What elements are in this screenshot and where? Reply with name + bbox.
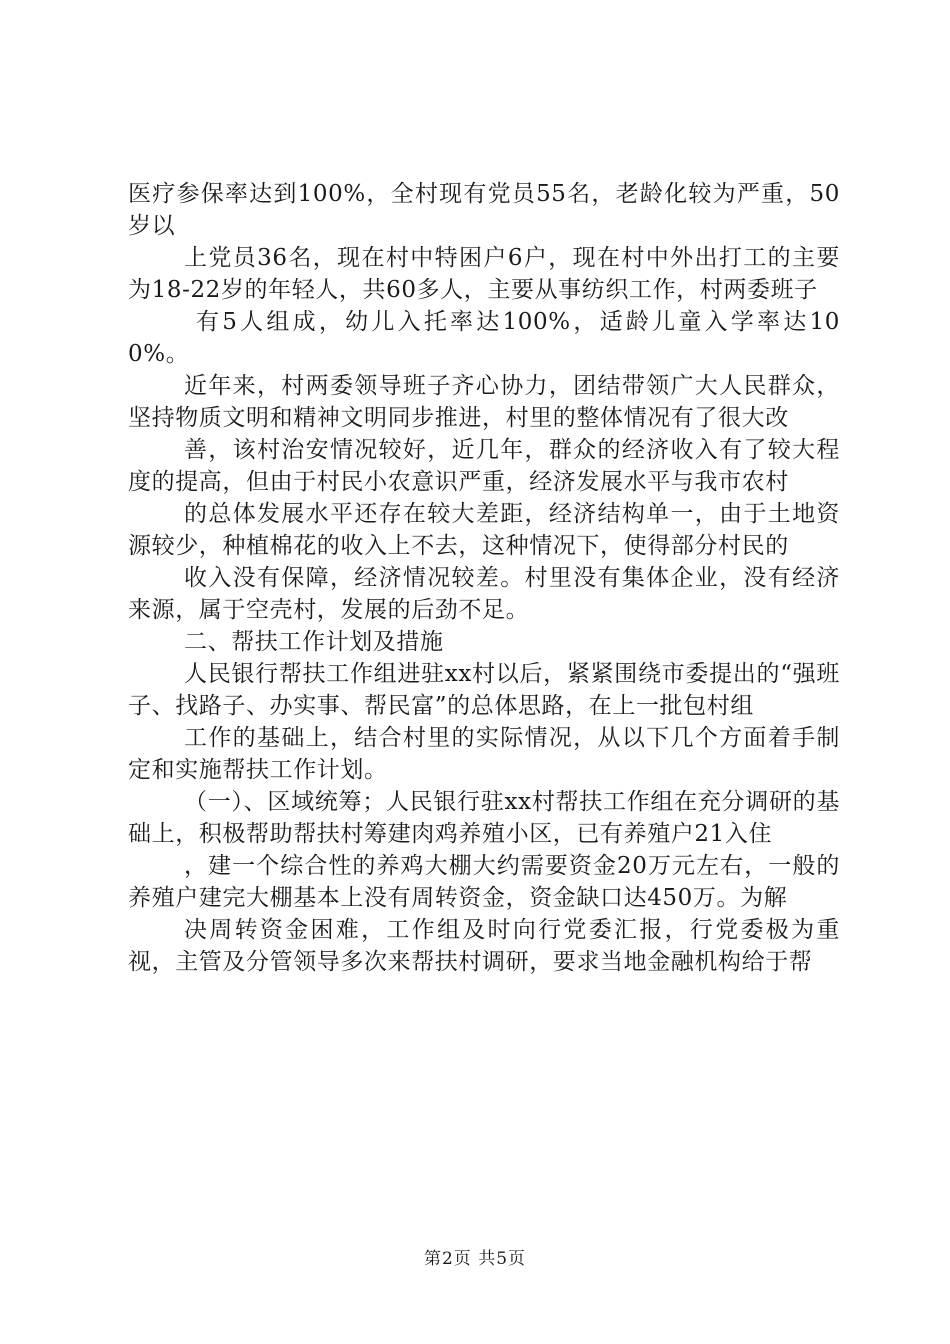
paragraph-7: 收入没有保障，经济情况较差。村里没有集体企业，没有经济来源，属于空壳村，发展的后劲不足。 [128, 565, 840, 623]
document-body [128, 178, 840, 978]
paragraph-10: （一）、区域统筹；人民银行驻xx村帮扶工作组在充分调研的基础上，积极帮助帮扶村筹建肉鸡养殖小区，已有养殖户21入住 [128, 789, 840, 847]
section-heading: 二、帮扶工作计划及措施 [184, 629, 444, 655]
page-footer: 第2页 共5页 [423, 1249, 527, 1269]
paragraph-8: 人民银行帮扶工作组进驻xx村以后，紧紧围绕市委提出的“强班子、找路子、办实事、帮民富”的总体思路，在上一批包村组 [128, 661, 840, 719]
paragraph-9: 工作的基础上，结合村里的实际情况，从以下几个方面着手制定和实施帮扶工作计划。 [128, 725, 840, 783]
paragraph-12: 决周转资金困难，工作组及时向行党委汇报，行党委极为重视，主管及分管领导多次来帮扶村调研，要求当地金融机构给于帮 [128, 917, 840, 975]
paragraph-2: 上党员36名，现在村中特困户6户，现在村中外出打工的主要为18-22岁的年轻人，共60多人，主要从事纺织工作，村两委班子 [128, 245, 840, 303]
paragraph-6: 的总体发展水平还存在较大差距，经济结构单一，由于土地资源较少，种植棉花的收入上不去，这种情况下，使得部分村民的 [128, 501, 840, 559]
paragraph-11: ，建一个综合性的养鸡大棚大约需要资金20万元左右，一般的养殖户建完大棚基本上没有周转资金，资金缺口达450万。为解 [128, 853, 840, 911]
paragraph-5: 善，该村治安情况较好，近几年，群众的经济收入有了较大程度的提高，但由于村民小农意识严重，经济发展水平与我市农村 [128, 437, 840, 495]
paragraph-4: 近年来，村两委领导班子齐心协力，团结带领广大人民群众，坚持物质文明和精神文明同步推进，村里的整体情况有了很大改 [128, 373, 840, 431]
paragraph-1: 医疗参保率达到100%，全村现有党员55名，老龄化较为严重，50岁以 [128, 181, 840, 239]
paragraph-3: 有5人组成，幼儿入托率达100%，适龄儿童入学率达100%。 [128, 309, 840, 367]
